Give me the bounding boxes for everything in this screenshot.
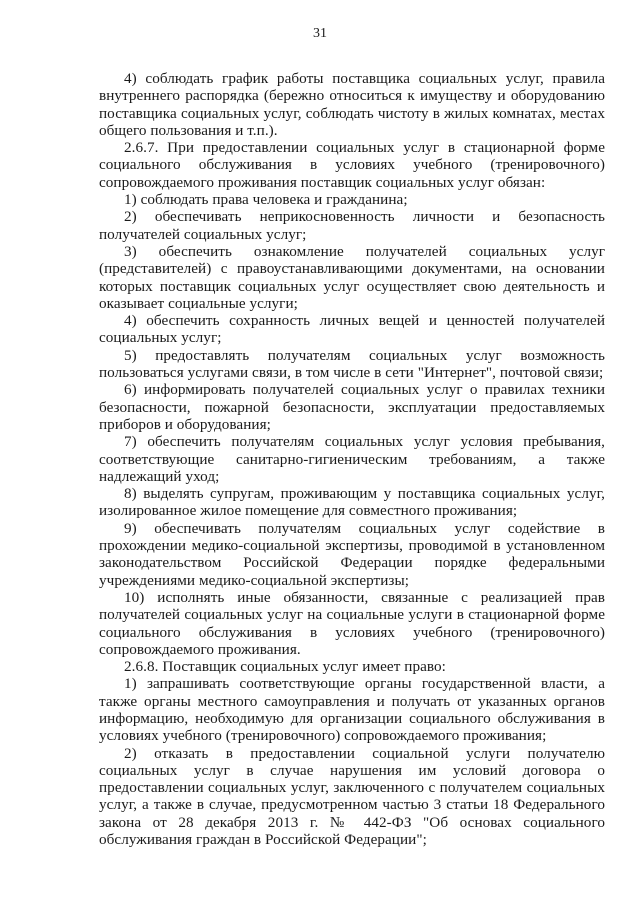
document-body [99,70,605,848]
paragraph-item-6-safety: 6) информировать получателей социальных услуг о правилах техники безопасности, пожарной безопасности, эксплуатации предоставляемых приборов и оборудования; [99,381,605,433]
paragraph-right-1-request: 1) запрашивать соответствующие органы государственной власти, а также органы местного самоуправления и получать от указанных органов информацию, необходимую для организации социального обслуживания в условиях учебного (тренировочного) сопровождаемого проживания; [99,675,605,745]
paragraph-item-9-expertise: 9) обеспечивать получателям социальных услуг содействие в прохождении медико-социальной экспертизы, проводимой в установленном законодательством Российской Федерации порядке федеральными учреждениями медико-социальной экспертизы; [99,519,605,589]
paragraph-item-2-inviolability: 2) обеспечивать неприкосновенность личности и безопасность получателей социальных услуг; [99,208,605,243]
paragraph-item-3-familiarization: 3) обеспечить ознакомление получателей социальных услуг (представителей) с правоустанавливающими документами, на основании которых поставщик социальных услуг осуществляет свою деятельность и оказывает социальные услуги; [99,242,605,312]
paragraph-item-5-communication: 5) предоставлять получателям социальных услуг возможность пользоваться услугами связи, в том числе в сети "Интернет", почтовой связи; [99,346,605,382]
paragraph-item-8-spouses: 8) выделять супругам, проживающим у поставщика социальных услуг, изолированное жилое помещение для совместного проживания; [99,485,605,520]
page-number: 31 [313,26,327,41]
paragraph-item-4-belongings: 4) обеспечить сохранность личных вещей и ценностей получателей социальных услуг; [99,312,605,347]
paragraph-2-6-7-heading: 2.6.7. При предоставлении социальных услуг в стационарной форме социального обслуживания в условиях учебного (тренировочного) сопровождаемого проживания поставщик социальных услуг обязан: [99,139,605,191]
paragraph-2-6-8-heading: 2.6.8. Поставщик социальных услуг имеет право: [124,658,446,676]
paragraph-item-7-conditions: 7) обеспечить получателям социальных услуг условия пребывания, соответствующие санитарно-гигиеническим требованиям, а также надлежащий уход; [99,433,605,485]
paragraph-right-2-refuse: 2) отказать в предоставлении социальной услуги получателю социальных услуг в случае нарушения им условий договора о предоставлении социальных услуг, заключенного с получателем социальных услуг, а также в случае, предусмотренном частью 3 статьи 18 Федерального закона от 28 декабря 2013 г. № 442-ФЗ "Об основах социального обслуживания граждан в Российской Федерации"; [99,744,605,849]
paragraph-item-10-other-duties: 10) исполнять иные обязанности, связанные с реализацией прав получателей социальных услуг на социальные услуги в стационарной форме социального обслуживания в условиях учебного (тренировочного) сопровождаемого проживания. [99,588,605,658]
paragraph-item-4-schedule: 4) соблюдать график работы поставщика социальных услуг, правила внутреннего распорядка (бережно относиться к имуществу и оборудованию поставщика социальных услуг, соблюдать чистоту в жилых комнатах, местах общего пользования и т.п.). [99,70,605,139]
paragraph-item-1-rights: 1) соблюдать права человека и гражданина; [124,191,408,209]
